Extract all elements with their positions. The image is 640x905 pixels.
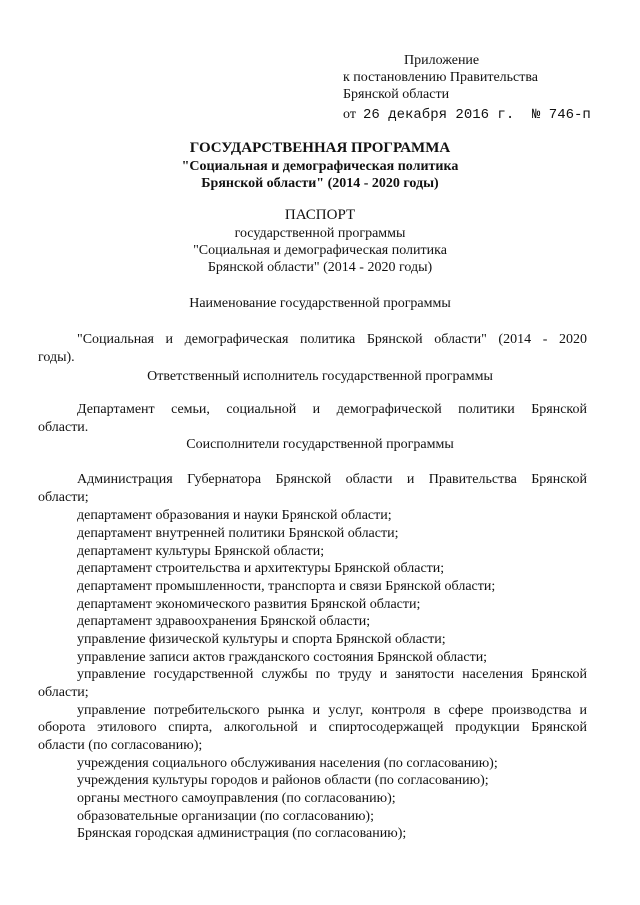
program-title: ГОСУДАРСТВЕННАЯ ПРОГРАММА bbox=[189, 140, 451, 156]
passport-line: Брянской области" (2014 - 2020 годы) bbox=[207, 260, 433, 275]
list-item: учреждения культуры городов и районов области (по согласованию); bbox=[77, 773, 489, 788]
section-text: "Социальная и демографическая политика Брянской области" (2014 - 2020 bbox=[77, 332, 587, 347]
program-subtitle: Брянской области" (2014 - 2020 годы) bbox=[201, 176, 439, 191]
appendix-prefix: от bbox=[343, 107, 356, 122]
list-item: департамент здравоохранения Брянской области; bbox=[77, 614, 371, 629]
section-text: области. bbox=[38, 420, 89, 435]
list-item: области; bbox=[38, 490, 89, 505]
passport-line: государственной программы bbox=[234, 226, 406, 241]
appendix-number: № 746-п bbox=[532, 107, 591, 123]
appendix-line: Брянской области bbox=[343, 87, 450, 102]
section-text: годы). bbox=[38, 350, 75, 365]
list-item: управление государственной службы по труду и занятости населения Брянской bbox=[77, 667, 587, 682]
list-item: департамент внутренней политики Брянской области; bbox=[77, 526, 399, 541]
section-heading-coexecutors: Соисполнители государственной программы bbox=[186, 437, 454, 452]
list-item: Администрация Губернатора Брянской области и Правительства Брянской bbox=[77, 472, 587, 487]
passport-heading: ПАСПОРТ bbox=[284, 207, 356, 223]
list-item: органы местного самоуправления (по согласованию); bbox=[77, 791, 396, 806]
section-text: Департамент семьи, социальной и демографической политики Брянской bbox=[77, 402, 587, 417]
section-heading-responsible: Ответственный исполнитель государственной программы bbox=[147, 369, 493, 384]
list-item: департамент образования и науки Брянской области; bbox=[77, 508, 392, 523]
list-item: оборота этилового спирта, алкогольной и спиртосодержащей продукции Брянской bbox=[38, 720, 587, 735]
appendix-title: Приложение bbox=[404, 53, 480, 68]
list-item: управление потребительского рынка и услуг, контроля в сфере производства и bbox=[77, 703, 587, 718]
list-item: Брянская городская администрация (по согласованию); bbox=[77, 826, 407, 841]
list-item: управление записи актов гражданского состояния Брянской области; bbox=[77, 650, 488, 665]
list-item: области; bbox=[38, 685, 89, 700]
list-item: департамент промышленности, транспорта и связи Брянской области; bbox=[77, 579, 496, 594]
section-heading-name: Наименование государственной программы bbox=[189, 296, 451, 311]
list-item: образовательные организации (по согласованию); bbox=[77, 809, 374, 824]
list-item: области (по согласованию); bbox=[38, 738, 203, 753]
program-subtitle: "Социальная и демографическая политика bbox=[181, 159, 459, 174]
passport-line: "Социальная и демографическая политика bbox=[193, 243, 447, 258]
list-item: департамент экономического развития Брянской области; bbox=[77, 597, 421, 612]
list-item: департамент культуры Брянской области; bbox=[77, 544, 325, 559]
list-item: учреждения социального обслуживания населения (по согласованию); bbox=[77, 756, 498, 771]
list-item: департамент строительства и архитектуры Брянской области; bbox=[77, 561, 445, 576]
appendix-line: к постановлению Правительства bbox=[343, 70, 539, 85]
list-item: управление физической культуры и спорта Брянской области; bbox=[77, 632, 446, 647]
appendix-date: 26 декабря 2016 г. bbox=[363, 107, 515, 123]
